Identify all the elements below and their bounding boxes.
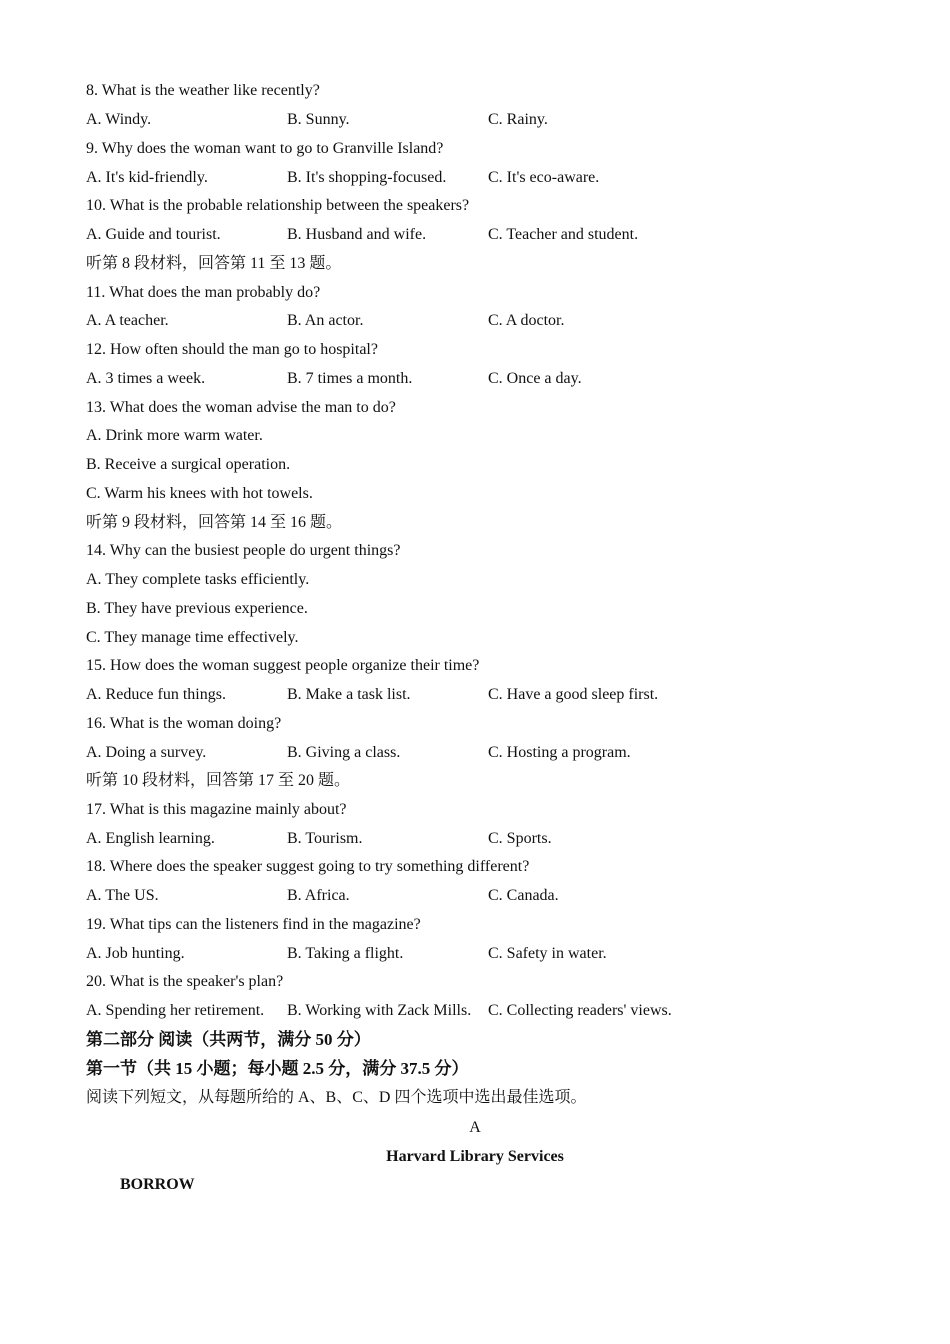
option-b: B. Make a task list. [287,686,411,703]
option-c: C. Rainy. [488,111,548,128]
option-c: C. Warm his knees with hot towels. [86,485,313,502]
question-14: 14. Why can the busiest people do urgent things? [86,542,401,559]
passage-label: A [469,1119,481,1136]
option-b: B. Taking a flight. [287,945,404,962]
option-b: B. An actor. [287,312,364,329]
option-b: B. Husband and wife. [287,226,427,243]
option-a: A. English learning. [86,830,215,847]
option-c: C. Safety in water. [488,945,607,962]
option-a: A. 3 times a week. [86,370,206,387]
option-c: C. Sports. [488,830,552,847]
question-16: 16. What is the woman doing? [86,715,282,732]
option-a: A. A teacher. [86,312,169,329]
options-16 [86,743,846,763]
question-8: 8. What is the weather like recently? [86,82,320,99]
question-12: 12. How often should the man go to hospital? [86,341,378,358]
passage-title: Harvard Library Services [386,1148,564,1165]
question-17: 17. What is this magazine mainly about? [86,801,347,818]
section-subhead: BORROW [120,1176,195,1193]
option-c: C. Have a good sleep first. [488,686,659,703]
options-10 [86,225,846,245]
option-b: B. Working with Zack Mills. [287,1002,472,1019]
option-c: C. Once a day. [488,370,582,387]
instruction-seg9: 听第 9 段材料，回答第 14 至 16 题。 [86,514,343,531]
options-8 [86,110,846,130]
options-19 [86,944,846,964]
option-a: A. Reduce fun things. [86,686,226,703]
question-15: 15. How does the woman suggest people organize their time? [86,657,480,674]
part2-title: 第二部分 阅读（共两节，满分 50 分） [86,1030,371,1049]
reading-directions: 阅读下列短文，从每题所给的 A、B、C、D 四个选项中选出最佳选项。 [86,1089,587,1106]
options-9 [86,168,846,188]
question-20: 20. What is the speaker's plan? [86,973,284,990]
option-c: C. It's eco-aware. [488,169,600,186]
option-b: B. 7 times a month. [287,370,413,387]
option-c: C. Canada. [488,887,559,904]
option-b: B. Sunny. [287,111,350,128]
options-18 [86,886,846,906]
option-c: C. Teacher and student. [488,226,639,243]
option-a: A. Guide and tourist. [86,226,221,243]
option-b: B. Giving a class. [287,744,401,761]
question-13: 13. What does the woman advise the man to do? [86,399,396,416]
options-17 [86,829,846,849]
options-11 [86,311,846,331]
options-12 [86,369,846,389]
option-b: B. It's shopping-focused. [287,169,447,186]
option-b: B. Africa. [287,887,350,904]
question-9: 9. Why does the woman want to go to Granville Island? [86,140,444,157]
option-a: A. They complete tasks efficiently. [86,571,310,588]
option-a: A. Doing a survey. [86,744,207,761]
question-11: 11. What does the man probably do? [86,284,321,301]
option-b: B. They have previous experience. [86,600,308,617]
question-18: 18. Where does the speaker suggest going to try something different? [86,858,530,875]
section1-title: 第一节（共 15 小题；每小题 2.5 分，满分 37.5 分） [86,1059,469,1078]
option-c: C. A doctor. [488,312,565,329]
option-a: A. Spending her retirement. [86,1002,265,1019]
question-19: 19. What tips can the listeners find in the magazine? [86,916,421,933]
option-a: A. Drink more warm water. [86,427,263,444]
option-c: C. Hosting a program. [488,744,631,761]
instruction-seg10: 听第 10 段材料，回答第 17 至 20 题。 [86,772,351,789]
options-15 [86,685,846,705]
option-b: B. Tourism. [287,830,363,847]
option-a: A. Job hunting. [86,945,185,962]
option-a: A. The US. [86,887,159,904]
option-b: B. Receive a surgical operation. [86,456,291,473]
options-20 [86,1001,846,1021]
instruction-seg8: 听第 8 段材料，回答第 11 至 13 题。 [86,255,342,272]
question-10: 10. What is the probable relationship between the speakers? [86,197,470,214]
option-a: A. Windy. [86,111,152,128]
option-a: A. It's kid-friendly. [86,169,208,186]
option-c: C. Collecting readers' views. [488,1002,672,1019]
option-c: C. They manage time effectively. [86,629,299,646]
